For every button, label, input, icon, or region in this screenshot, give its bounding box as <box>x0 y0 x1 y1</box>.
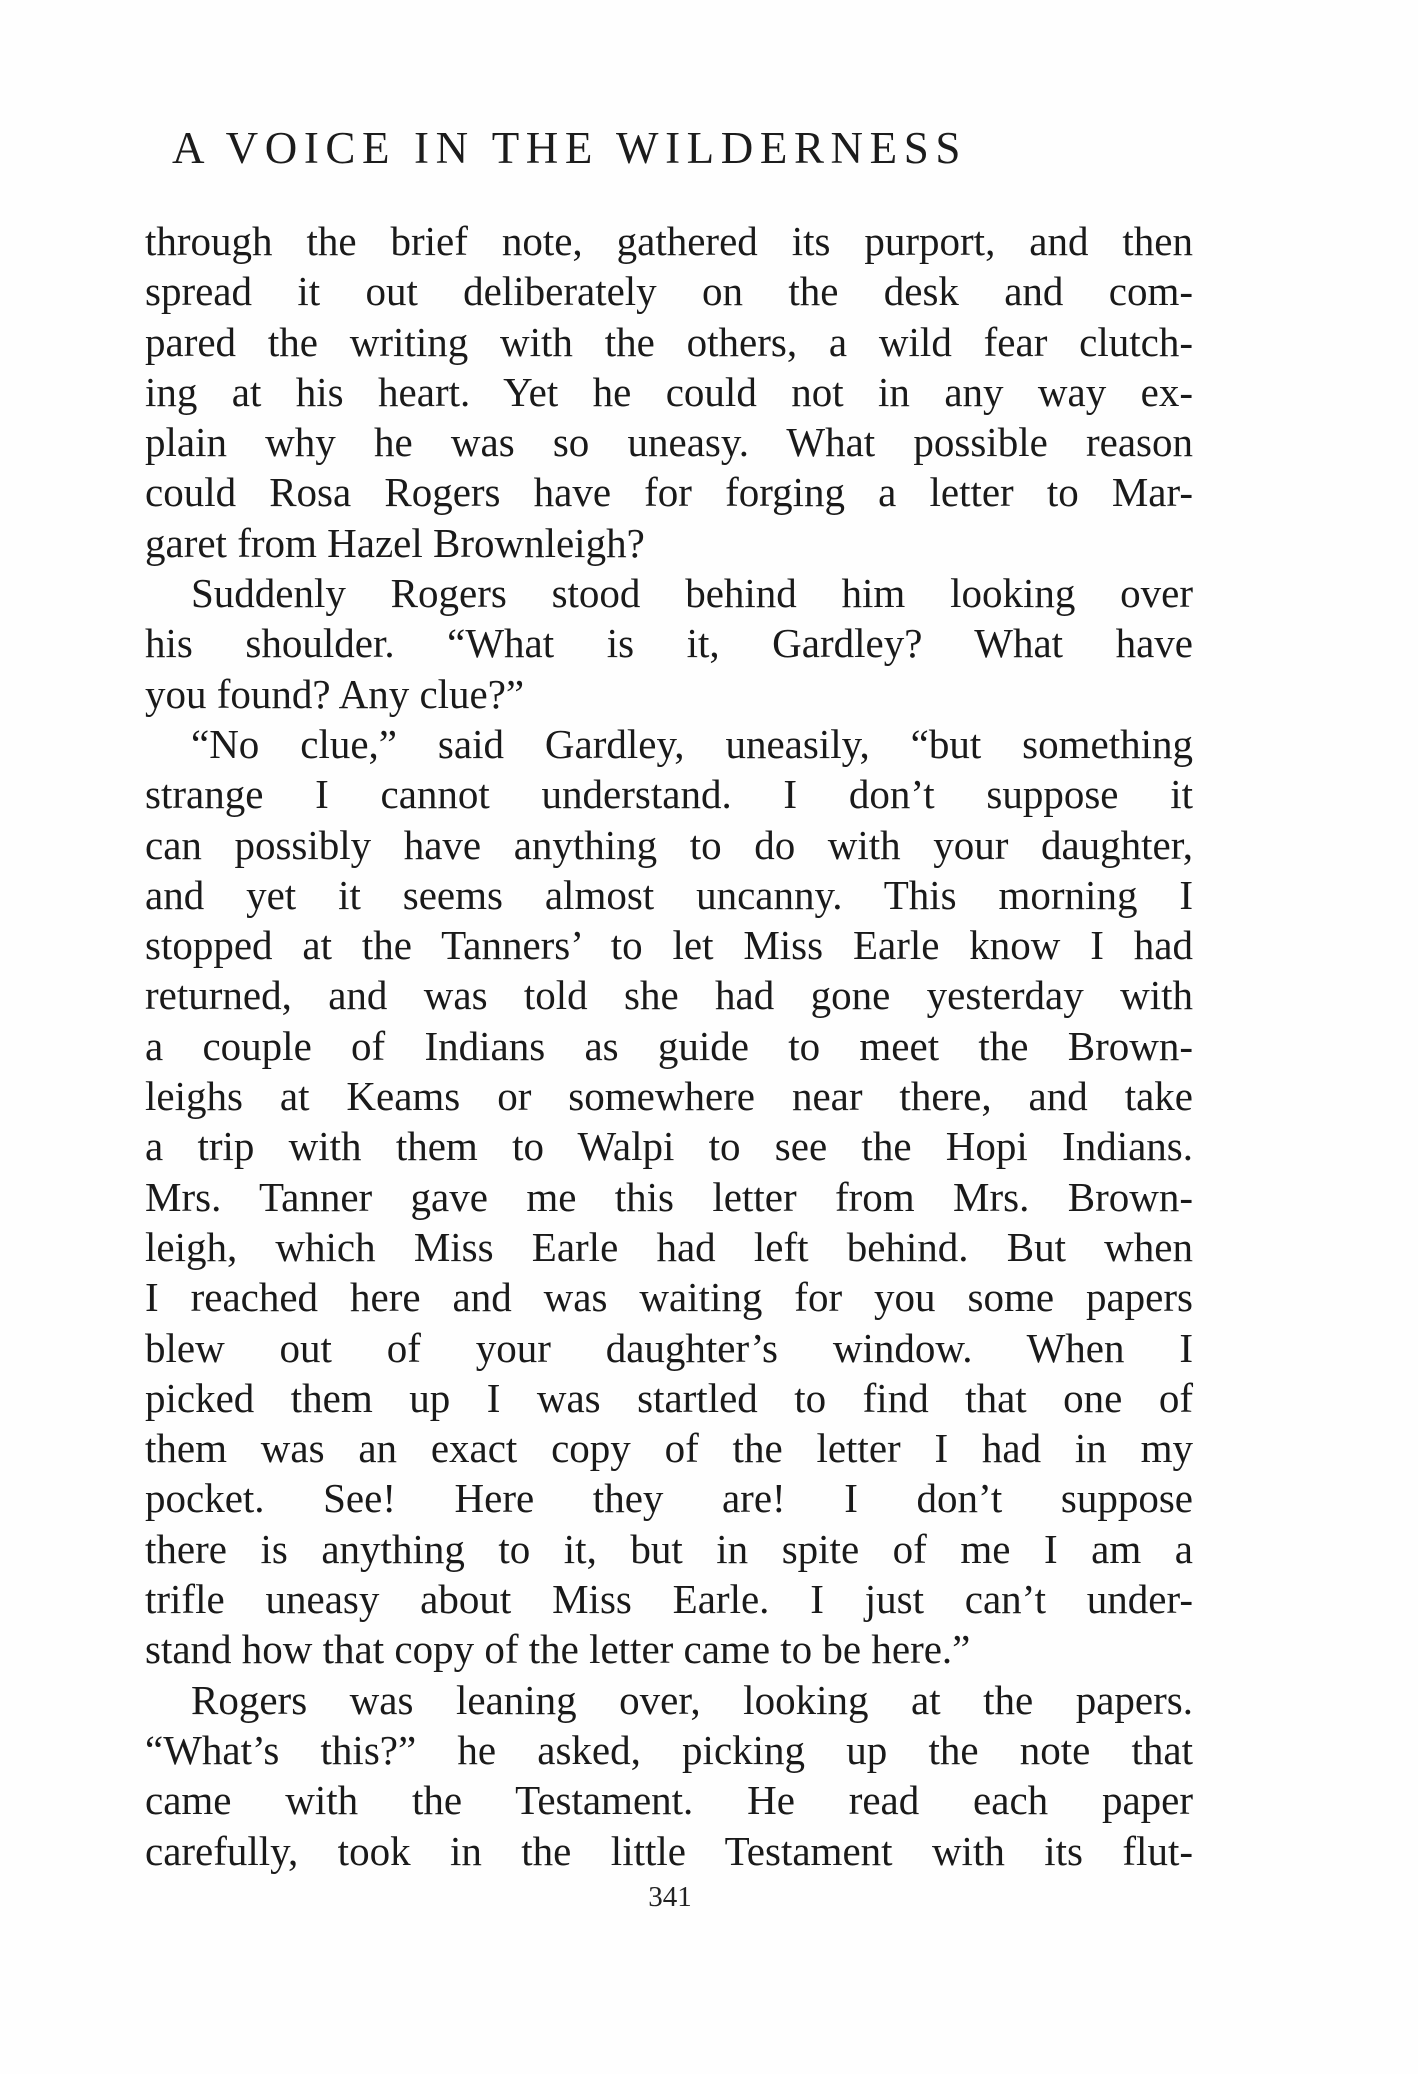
text-line: his shoulder. “What is it, Gardley? What have <box>145 620 1193 667</box>
text-line: a trip with them to Walpi to see the Hopi Indians. <box>145 1123 1193 1170</box>
text-line: could Rosa Rogers have for forging a letter to Mar- <box>145 469 1193 516</box>
text-line: can possibly have anything to do with your daughter, <box>145 821 1193 868</box>
text-line: and yet it seems almost uncanny. This morning I <box>145 871 1193 918</box>
text-line: pared the writing with the others, a wild fear clutch- <box>145 318 1193 365</box>
text-line: leighs at Keams or somewhere near there, and take <box>145 1073 1193 1120</box>
text-line: a couple of Indians as guide to meet the Brown- <box>145 1022 1193 1069</box>
text-line: blew out of your daughter’s window. When I <box>145 1324 1193 1371</box>
text-line: through the brief note, gathered its purport, and then <box>145 218 1193 264</box>
text-line: pocket. See! Here they are! I don’t suppose <box>145 1475 1193 1522</box>
text-line: stopped at the Tanners’ to let Miss Earle know I had <box>145 922 1193 969</box>
text-line: there is anything to it, but in spite of me I am a <box>145 1525 1193 1572</box>
text-line: ing at his heart. Yet he could not in any way ex- <box>145 368 1193 415</box>
running-head: A VOICE IN THE WILDERNESS <box>172 123 967 173</box>
text-line: you found? Any clue?” <box>145 670 525 717</box>
text-line: I reached here and was waiting for you some papers <box>145 1274 1193 1321</box>
text-line: trifle uneasy about Miss Earle. I just can’t under- <box>145 1576 1193 1623</box>
text-line: Mrs. Tanner gave me this letter from Mrs. Brown- <box>145 1173 1193 1220</box>
text-line: picked them up I was startled to find that one of <box>145 1374 1193 1421</box>
body-text <box>145 216 1193 1876</box>
text-line: strange I cannot understand. I don’t suppose it <box>145 771 1193 818</box>
text-line: Suddenly Rogers stood behind him looking over <box>191 570 1193 617</box>
text-line: stand how that copy of the letter came to be here.” <box>145 1626 971 1673</box>
text-line: garet from Hazel Brownleigh? <box>145 519 645 566</box>
text-line: leigh, which Miss Earle had left behind. But when <box>145 1223 1193 1270</box>
page-number: 341 <box>648 1881 692 1913</box>
text-line: returned, and was told she had gone yesterday with <box>145 972 1193 1019</box>
text-line: “What’s this?” he asked, picking up the note that <box>145 1726 1193 1773</box>
text-line: them was an exact copy of the letter I had in my <box>145 1425 1193 1472</box>
text-line: plain why he was so uneasy. What possible reason <box>145 419 1193 466</box>
text-line: spread it out deliberately on the desk and com- <box>145 268 1193 315</box>
text-line: came with the Testament. He read each paper <box>145 1777 1193 1824</box>
text-line: “No clue,” said Gardley, uneasily, “but something <box>191 720 1193 767</box>
text-line: carefully, took in the little Testament with its flut- <box>145 1827 1193 1874</box>
text-line: Rogers was leaning over, looking at the papers. <box>191 1676 1193 1723</box>
